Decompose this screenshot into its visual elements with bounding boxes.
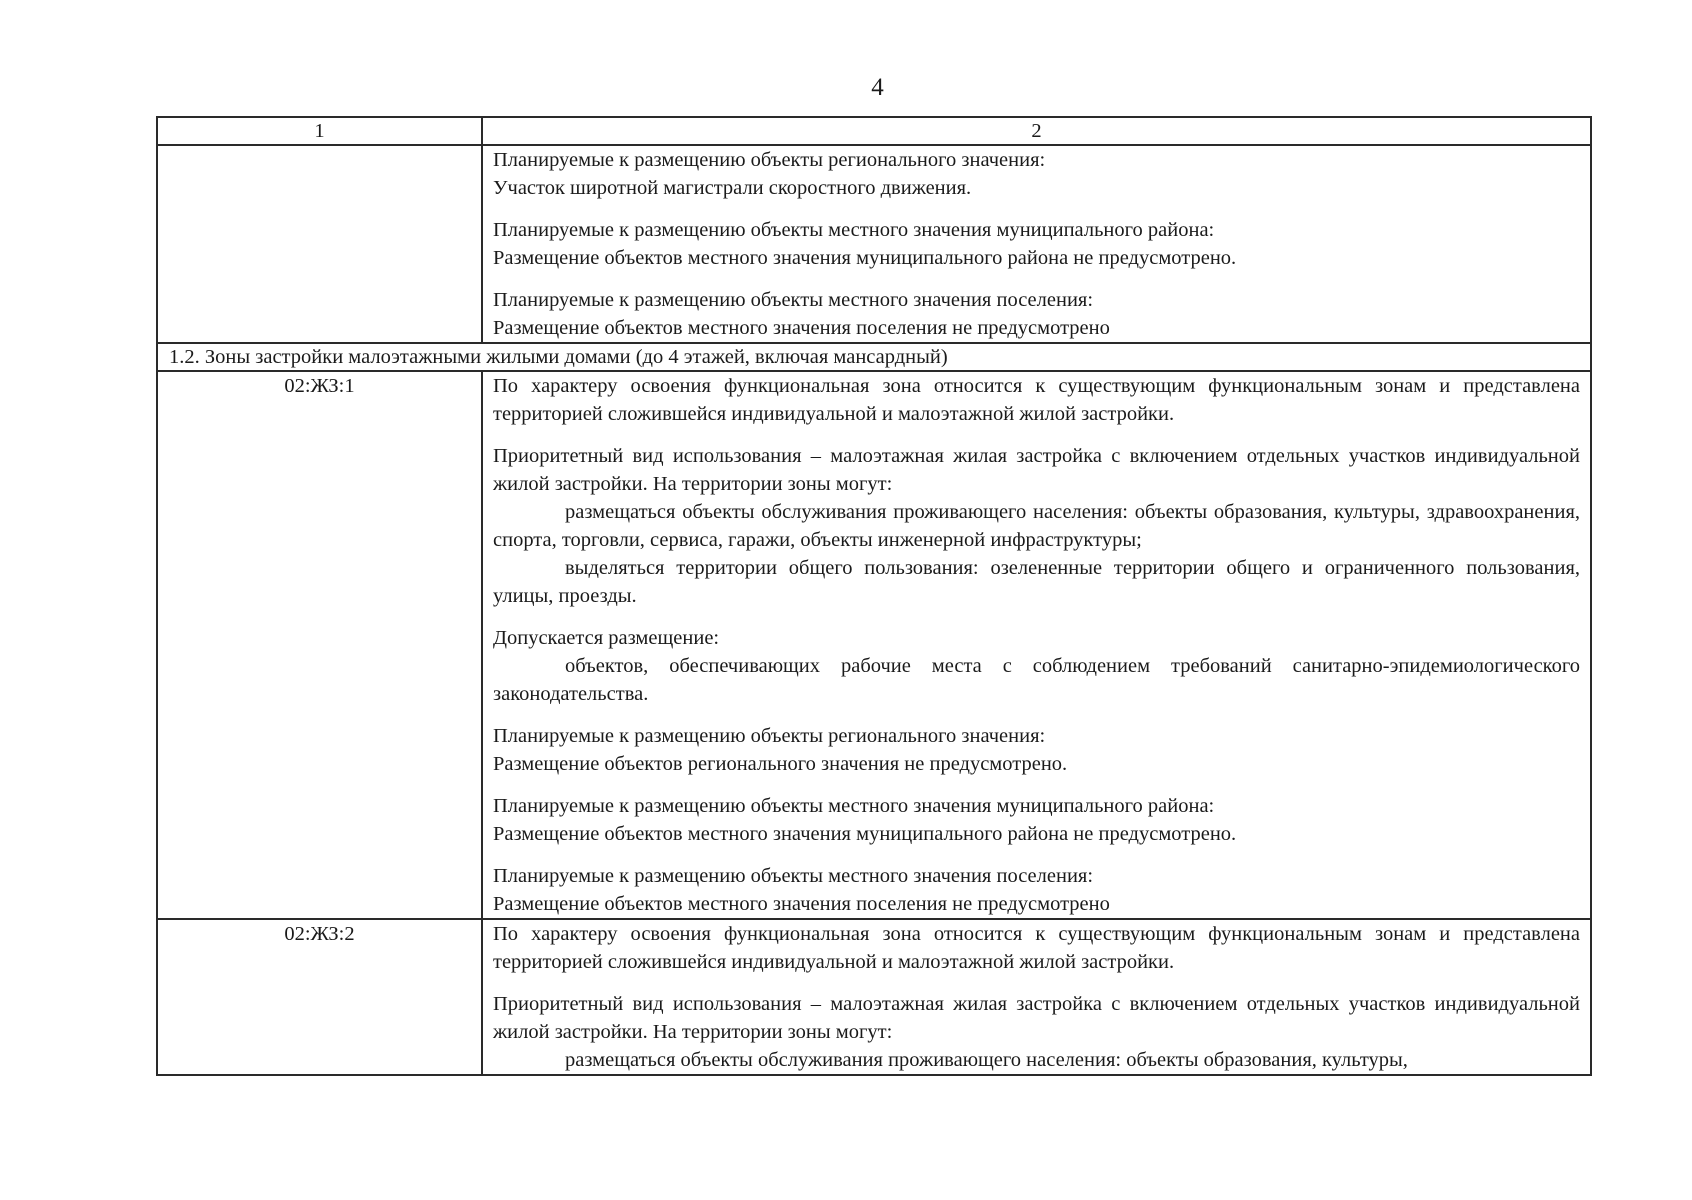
paragraph-title: Планируемые к размещению объекты регионального значения: (493, 725, 1046, 747)
zone-code: 02:ЖЗ:1 (157, 371, 482, 919)
paragraph-text: Размещение объектов местного значения муниципального района не предусмотрено. (493, 823, 1237, 845)
list-item: размещаться объекты обслуживания проживающего населения: объекты образования, культуры, (565, 1049, 1408, 1071)
paragraph-text: Допускается размещение: (493, 627, 720, 649)
page-number: 4 (871, 74, 884, 101)
header-col-1: 1 (157, 117, 482, 145)
paragraph (493, 624, 1580, 708)
paragraph (493, 862, 1580, 918)
paragraph-title: Планируемые к размещению объекты местного значения муниципального района: (493, 219, 1215, 241)
description-cell (482, 145, 1591, 343)
paragraph-text: Размещение объектов местного значения поселения не предусмотрено (493, 893, 1110, 915)
list-item: объектов, обеспечивающих рабочие места с соблюдением требований санитарно-эпидемиологического законодательства. (493, 655, 1580, 705)
paragraph (493, 146, 1580, 202)
list-item: выделяться территории общего пользования: озелененные территории общего и ограниченного пользования, улицы, проезды. (493, 557, 1580, 607)
paragraph-title: Планируемые к размещению объекты местного значения поселения: (493, 865, 1094, 887)
paragraph (493, 286, 1580, 342)
paragraph (493, 792, 1580, 848)
zone-code: 02:ЖЗ:2 (157, 919, 482, 1075)
paragraph (493, 990, 1580, 1074)
paragraph-title: Планируемые к размещению объекты местного значения муниципального района: (493, 795, 1215, 817)
paragraph-text: Участок широтной магистрали скоростного движения. (493, 177, 972, 199)
paragraph-text: Размещение объектов местного значения муниципального района не предусмотрено. (493, 247, 1237, 269)
paragraph (493, 722, 1580, 778)
paragraph-title: Планируемые к размещению объекты регионального значения: (493, 149, 1046, 171)
header-col-2: 2 (482, 117, 1591, 145)
paragraph: По характеру освоения функциональная зона относится к существующим функциональным зонам и представлена территорией сложившейся индивидуальной и малоэтажной жилой застройки. (493, 923, 1580, 973)
table-row (157, 145, 1591, 343)
paragraph-text: Размещение объектов местного значения поселения не предусмотрено (493, 317, 1110, 339)
zones-table (156, 116, 1592, 1076)
paragraph-text: Размещение объектов регионального значения не предусмотрено. (493, 753, 1068, 775)
section-row (157, 343, 1591, 371)
description-cell (482, 919, 1591, 1075)
paragraph (493, 216, 1580, 272)
description-cell (482, 371, 1591, 919)
paragraph: По характеру освоения функциональная зона относится к существующим функциональным зонам и представлена территорией сложившейся индивидуальной и малоэтажной жилой застройки. (493, 375, 1580, 425)
empty-code-cell (157, 145, 482, 343)
table-row (157, 371, 1591, 919)
section-title: 1.2. Зоны застройки малоэтажными жилыми домами (до 4 этажей, включая мансардный) (157, 343, 1591, 371)
table-header-row (157, 117, 1591, 145)
paragraph (493, 442, 1580, 610)
list-item: размещаться объекты обслуживания проживающего населения: объекты образования, культуры, здравоохранения, спорта, торговли, сервиса, гаражи, объекты инженерной инфраструктуры; (493, 501, 1580, 551)
paragraph-text: Приоритетный вид использования – малоэтажная жилая застройка с включением отдельных участков индивидуальной жилой застройки. На территории зоны могут: (493, 445, 1580, 495)
paragraph-text: Приоритетный вид использования – малоэтажная жилая застройка с включением отдельных участков индивидуальной жилой застройки. На территории зоны могут: (493, 993, 1580, 1043)
table-row (157, 919, 1591, 1075)
paragraph-title: Планируемые к размещению объекты местного значения поселения: (493, 289, 1094, 311)
